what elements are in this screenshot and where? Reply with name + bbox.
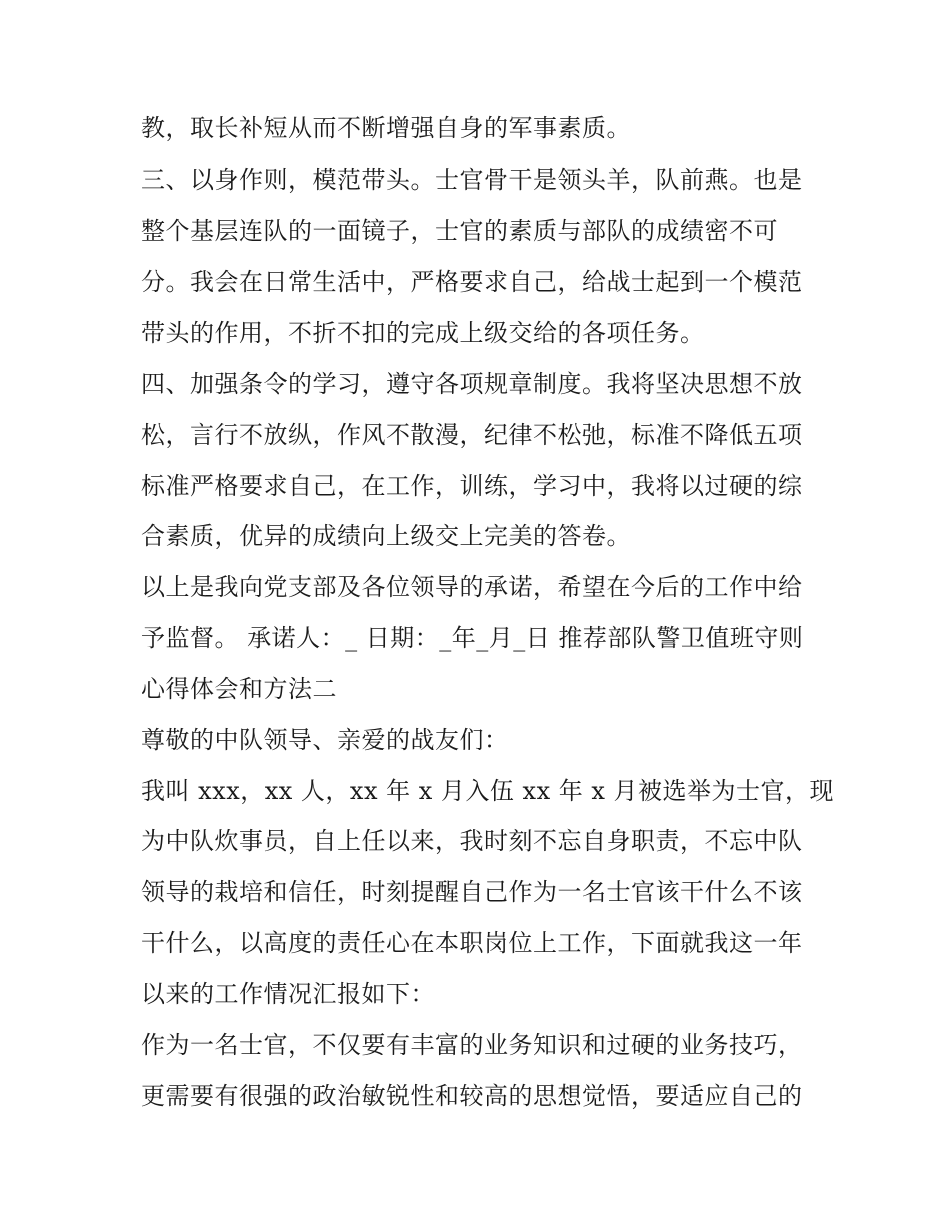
text-line: 三、以身作则，模范带头。士官骨干是领头羊，队前燕。也是 [141,166,803,194]
text-line: 我叫 xxx，xx 人，xx 年 x 月入伍 xx 年 x 月被选举为士官，现 [141,777,835,805]
text-line: 以上是我向党支部及各位领导的承诺，希望在今后的工作中给 [141,573,803,601]
text-line: 予监督。 承诺人：_ 日期：_年_月_日 推荐部队警卫值班守则 [141,624,804,652]
text-line: 更需要有很强的政治敏锐性和较高的思想觉悟，要适应自己的 [141,1082,803,1110]
text-line: 干什么，以高度的责任心在本职岗位上工作，下面就我这一年 [141,929,803,957]
text-line: 合素质，优异的成绩向上级交上完美的答卷。 [141,522,631,550]
text-line: 带头的作用，不折不扣的完成上级交给的各项任务。 [141,319,705,347]
text-line: 教，取长补短从而不断增强自身的军事素质。 [141,114,631,142]
text-line: 心得体会和方法二 [141,675,337,703]
text-line: 作为一名士官，不仅要有丰富的业务知识和过硬的业务技巧， [141,1031,803,1059]
text-line: 领导的栽培和信任，时刻提醒自己作为一名士官该干什么不该 [141,878,803,906]
text-line: 整个基层连队的一面镜子，士官的素质与部队的成绩密不可 [141,217,778,245]
text-line: 以来的工作情况汇报如下： [141,980,435,1008]
text-line: 尊敬的中队领导、亲爱的战友们： [141,726,509,754]
text-line: 松，言行不放纵，作风不散漫，纪律不松弛，标准不降低五项 [141,421,803,449]
text-line: 为中队炊事员，自上任以来，我时刻不忘自身职责，不忘中队 [141,827,803,855]
text-line: 四、加强条令的学习，遵守各项规章制度。我将坚决思想不放 [141,370,803,398]
text-line: 分。我会在日常生活中，严格要求自己，给战士起到一个模范 [141,268,803,296]
text-line: 标准严格要求自己，在工作，训练，学习中，我将以过硬的综 [141,472,803,500]
